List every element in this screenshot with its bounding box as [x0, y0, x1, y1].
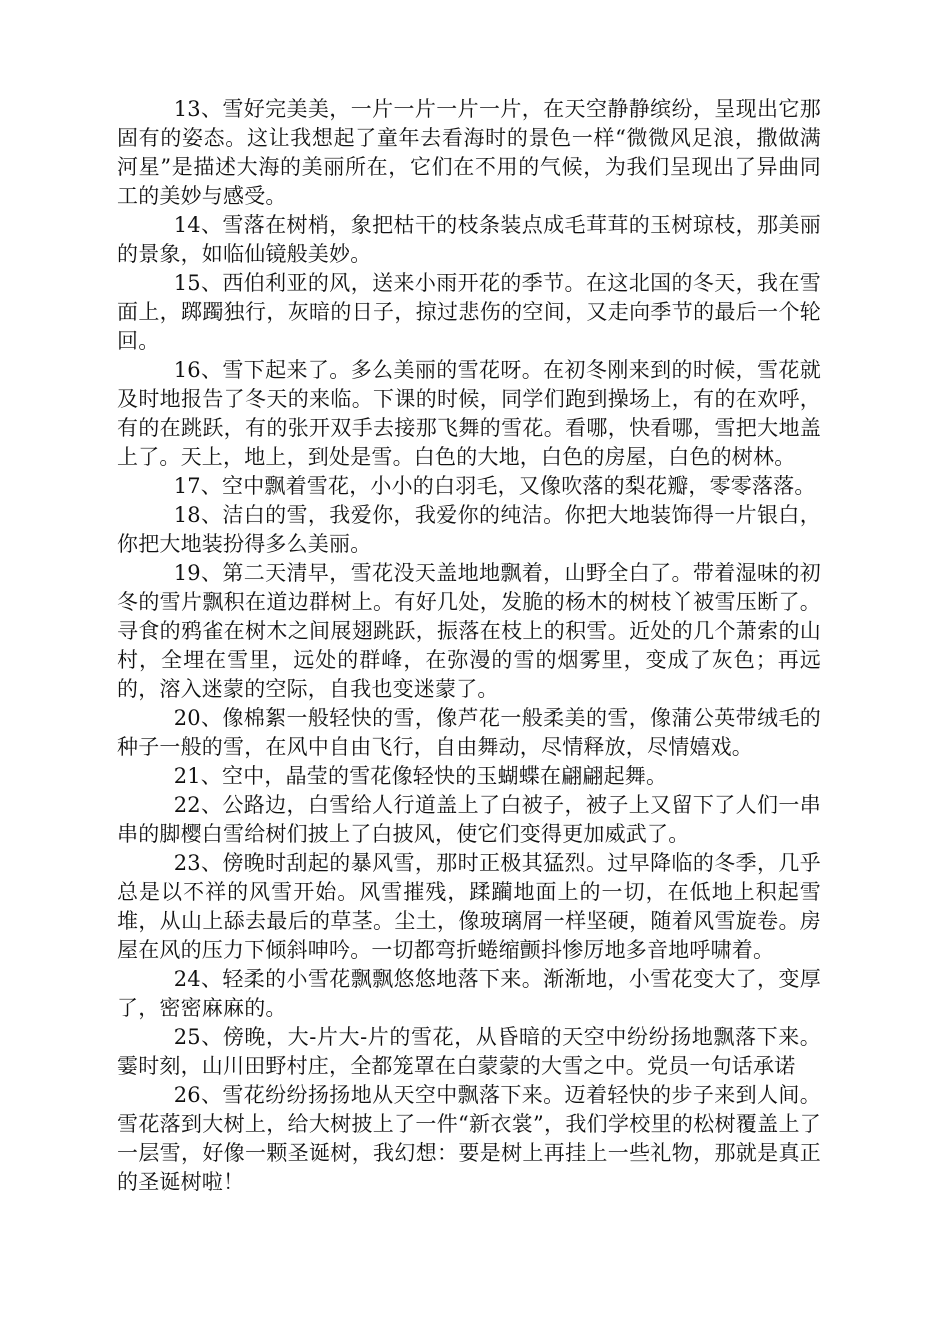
paragraph-23: 23、傍晚时刮起的暴风雪，那时正极其猛烈。过早降临的冬季，几乎总是以不祥的风雪开始。风雪摧残，蹂躏地面上的一切，在低地上积起雪堆，从山上舔去最后的草茎。尘土，像玻璃屑一样坚硬，随着风雪旋卷。房屋在风的压力下倾斜呻吟。一切都弯折蜷缩颤抖惨厉地多音地呼啸着。	[117, 851, 821, 962]
paragraph-15: 15、西伯利亚的风，送来小雨开花的季节。在这北国的冬天，我在雪面上，踯躅独行，灰暗的日子，掠过悲伤的空间，又走向季节的最后一个轮回。	[117, 271, 821, 353]
article-body	[117, 95, 821, 1197]
paragraph-16: 16、雪下起来了。多么美丽的雪花呀。在初冬刚来到的时候，雪花就及时地报告了冬天的来临。下课的时候，同学们跑到操场上，有的在欢呼，有的在跳跃，有的张开双手去接那飞舞的雪花。看哪，快看哪，雪把大地盖上了。天上，地上，到处是雪。白色的大地，白色的房屋，白色的树林。	[117, 358, 821, 469]
paragraph-20: 20、像棉絮一般轻快的雪，像芦花一般柔美的雪，像蒲公英带绒毛的种子一般的雪，在风中自由飞行，自由舞动，尽情释放，尽情嬉戏。	[117, 706, 821, 759]
paragraph-24: 24、轻柔的小雪花飘飘悠悠地落下来。渐渐地，小雪花变大了，变厚了，密密麻麻的。	[117, 967, 821, 1020]
paragraph-21: 21、空中，晶莹的雪花像轻快的玉蝴蝶在翩翩起舞。	[173, 764, 668, 788]
paragraph-13: 13、雪好完美美，一片一片一片一片，在天空静静缤纷，呈现出它那固有的姿态。这让我想起了童年去看海时的景色一样“微微风足浪，撒做满河星”是描述大海的美丽所在，它们在不用的气候，为我们呈现出了异曲同工的美妙与感受。	[117, 97, 821, 208]
paragraph-25: 25、傍晚，大-片大-片的雪花，从昏暗的天空中纷纷扬地飘落下来。霎时刻，山川田野村庄，全都笼罩在白蒙蒙的大雪之中。党员一句话承诺	[117, 1025, 821, 1078]
paragraph-18: 18、洁白的雪，我爱你，我爱你的纯洁。你把大地装饰得一片银白，你把大地装扮得多么美丽。	[117, 503, 821, 556]
paragraph-22: 22、公路边，白雪给人行道盖上了白被子，被子上又留下了人们一串串的脚樱白雪给树们披上了白披风，使它们变得更加威武了。	[117, 793, 821, 846]
paragraph-19: 19、第二天清早，雪花没天盖地地飘着，山野全白了。带着湿味的初冬的雪片飘积在道边群树上。有好几处，发脆的杨木的树枝丫被雪压断了。寻食的鸦雀在树木之间展翅跳跃，振落在枝上的积雪。近处的几个萧索的山村，全埋在雪里，远处的群峰，在弥漫的雪的烟雾里，变成了灰色；再远的，溶入迷蒙的空际，自我也变迷蒙了。	[117, 561, 821, 701]
paragraph-26: 26、雪花纷纷扬扬地从天空中飘落下来。迈着轻快的步子来到人间。雪花落到大树上，给大树披上了一件“新衣裳”，我们学校里的松树覆盖上了一层雪，好像一颗圣诞树，我幻想：要是树上再挂上一些礼物，那就是真正的圣诞树啦！	[117, 1083, 821, 1194]
paragraph-17: 17、空中飘着雪花，小小的白羽毛，又像吹落的梨花瓣，零零落落。	[173, 474, 816, 498]
paragraph-14: 14、雪落在树梢，象把枯干的枝条装点成毛茸茸的玉树琼枝，那美丽的景象，如临仙镜般美妙。	[117, 213, 821, 266]
